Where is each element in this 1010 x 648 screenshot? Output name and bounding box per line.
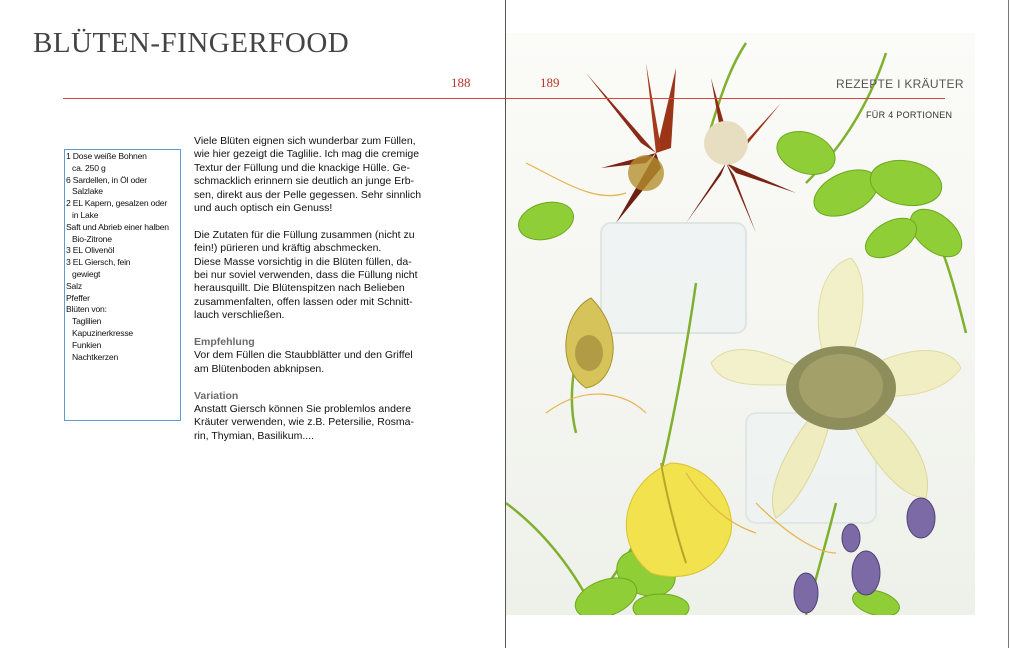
ingredient-line: in Lake — [72, 209, 99, 220]
ingredient-line: 1 Dose weiße Bohnen — [66, 151, 147, 161]
ingredient-line: Funkien — [72, 339, 102, 350]
recommendation-heading: Empfehlung — [194, 336, 255, 349]
page-title: BLÜTEN-FINGERFOOD — [33, 27, 350, 59]
ingredient-line: Nachtkerzen — [72, 351, 119, 362]
ingredient-line: gewiegt — [72, 268, 101, 279]
header-rule-right — [506, 98, 945, 99]
ingredient-line: 3 EL Giersch, fein — [66, 257, 131, 268]
text-line: Viele Blüten eignen sich wunderbar zum Füllen, — [194, 135, 416, 147]
section-label: REZEPTE I KRÄUTER — [836, 77, 964, 91]
text-line: Kräuter verwenden, wie z.B. Petersilie, Rosma- — [194, 416, 415, 429]
ingredient-line: 3 EL Olivenöl — [66, 245, 115, 256]
recipe-body — [194, 135, 439, 457]
variation-text — [194, 403, 439, 443]
flower-illustration — [506, 33, 975, 615]
edible-flowers-photo — [506, 33, 975, 615]
ingredient-line: Salzlake — [72, 186, 103, 197]
ingredient-line: Blüten von: — [66, 304, 107, 315]
ingredient-line: Pfeffer — [66, 292, 90, 303]
text-line: sen, direkt aus der Pelle gegessen. Sehr sinnlich — [194, 188, 422, 201]
text-line: bei nur soviel verwenden, dass die Füllung nicht — [194, 269, 418, 282]
text-line: Textur der Füllung und die knackige Hülle. Ge- — [194, 161, 410, 174]
page-edge — [1008, 0, 1009, 648]
page-number-left: 188 — [451, 75, 471, 90]
ingredient-line: Salz — [66, 280, 82, 291]
ingredient-line: Saft und Abrieb einer halben — [66, 221, 169, 232]
text-line: und auch optisch ein Genuss! — [194, 202, 333, 215]
ingredient-line: Kapuzinerkresse — [72, 327, 134, 338]
ingredient-line: Taglilien — [72, 316, 102, 327]
recommendation-text — [194, 349, 439, 376]
ingredient-line: ca. 250 g — [72, 162, 106, 173]
text-line: zusammenfalten, offen lassen oder mit Schnitt- — [194, 295, 413, 308]
method-paragraph — [194, 229, 439, 323]
ingredient-line: 6 Sardellen, in Öl oder — [66, 174, 147, 185]
text-line: Vor dem Füllen die Staubblätter und den Griffel — [194, 349, 413, 362]
header-rule-left — [63, 98, 505, 99]
page-number-right: 189 — [540, 75, 560, 90]
text-line: lauch verschließen. — [194, 309, 285, 322]
intro-paragraph — [194, 135, 439, 215]
ingredient-line: Bio-Zitrone — [72, 233, 112, 244]
text-line: herausquillt. Die Blütenspitzen nach Belieben — [194, 282, 405, 295]
text-line: am Blütenboden abknipsen. — [194, 362, 325, 375]
portions-label: FÜR 4 PORTIONEN — [866, 110, 953, 120]
ingredient-line: 2 EL Kapern, gesalzen oder — [66, 198, 168, 209]
text-line: rin, Thymian, Basilikum.... — [194, 429, 315, 442]
text-line: Die Zutaten für die Füllung zusammen (nicht zu — [194, 228, 415, 241]
text-line: fein!) pürieren und kräftig abschmecken. — [194, 242, 382, 255]
text-line: wie hier gezeigt die Taglilie. Ich mag die cremige — [194, 148, 420, 161]
text-line: schmacklich erinnern sie deutlich an junge Erb- — [194, 175, 415, 188]
text-line: Anstatt Giersch können Sie problemlos andere — [194, 403, 412, 416]
ingredients-box — [64, 149, 181, 421]
text-line: Diese Masse vorsichtig in die Blüten füllen, da- — [194, 255, 412, 268]
variation-heading: Variation — [194, 389, 239, 402]
